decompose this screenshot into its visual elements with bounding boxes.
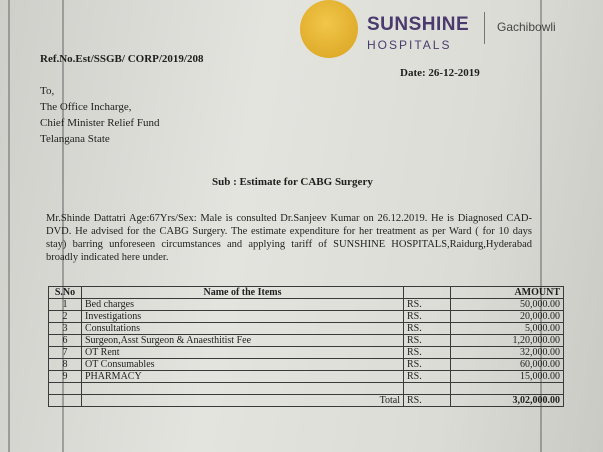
row-item-name: Surgeon,Asst Surgeon & Anaesthitist Fee bbox=[82, 335, 404, 347]
row-rs: RS. bbox=[404, 347, 451, 359]
address-to: To, bbox=[40, 85, 55, 97]
table-row bbox=[49, 383, 564, 395]
table-row bbox=[49, 299, 564, 311]
address-line-2: Chief Minister Relief Fund bbox=[40, 117, 160, 129]
header-sno: S.No bbox=[49, 287, 82, 299]
row-item-name: OT Consumables bbox=[82, 359, 404, 371]
brand-name: SUNSHINE bbox=[367, 14, 470, 35]
row-sno: 1 bbox=[49, 299, 82, 311]
header-name: Name of the Items bbox=[82, 287, 404, 299]
row-item-name: Investigations bbox=[82, 311, 404, 323]
letter-body: Mr.Shinde Dattatri Age:67Yrs/Sex: Male is consulted Dr.Sanjeev Kumar on 26.12.2019. He is Diagnosed CAD-DVD. He advised for the CABG Surgery. The estimate expenditure for her treatment as per Ward ( for 10 days stay) barring unforeseen circumstances and applying tariff of SUNSHINE HOSPITALS,Raidurg,Hyderabad broadly indicated here under. bbox=[46, 213, 532, 263]
row-rs: RS. bbox=[404, 371, 451, 383]
row-amount: 60,000.00 bbox=[451, 359, 564, 371]
table-row bbox=[49, 323, 564, 335]
row-rs: RS. bbox=[404, 359, 451, 371]
estimate-table bbox=[48, 286, 564, 407]
table-header-row bbox=[49, 287, 564, 299]
row-rs: RS. bbox=[404, 323, 451, 335]
header-amount: AMOUNT bbox=[451, 287, 564, 299]
brand-divider bbox=[484, 12, 485, 44]
row-sno: 8 bbox=[49, 359, 82, 371]
row-sno: 7 bbox=[49, 347, 82, 359]
total-label: Total bbox=[82, 395, 404, 407]
row-rs: RS. bbox=[404, 299, 451, 311]
total-row bbox=[49, 395, 564, 407]
branch-name: Gachibowli bbox=[497, 20, 556, 34]
total-amount: 3,02,000.00 bbox=[451, 395, 564, 407]
table-row bbox=[49, 335, 564, 347]
brand-subtitle: HOSPITALS bbox=[367, 38, 452, 52]
row-item-name: OT Rent bbox=[82, 347, 404, 359]
table-row bbox=[49, 371, 564, 383]
row-amount: 50,000.00 bbox=[451, 299, 564, 311]
row-rs: RS. bbox=[404, 311, 451, 323]
sun-logo-icon bbox=[300, 0, 358, 58]
row-item-name: Consultations bbox=[82, 323, 404, 335]
table-row bbox=[49, 347, 564, 359]
address-line-1: The Office Incharge, bbox=[40, 101, 132, 113]
header-rs bbox=[404, 287, 451, 299]
table-row bbox=[49, 311, 564, 323]
address-line-3: Telangana State bbox=[40, 133, 110, 145]
row-rs: RS. bbox=[404, 335, 451, 347]
row-amount: 32,000.00 bbox=[451, 347, 564, 359]
reference-number: Ref.No.Est/SSGB/ CORP/2019/208 bbox=[40, 53, 204, 65]
row-sno: 9 bbox=[49, 371, 82, 383]
row-amount: 15,000.00 bbox=[451, 371, 564, 383]
row-sno: 3 bbox=[49, 323, 82, 335]
total-rs: RS. bbox=[404, 395, 451, 407]
page-fold-line bbox=[8, 0, 10, 452]
row-amount: 5,000.00 bbox=[451, 323, 564, 335]
subject-line: Sub : Estimate for CABG Surgery bbox=[212, 176, 373, 188]
row-amount: 1,20,000.00 bbox=[451, 335, 564, 347]
row-item-name: PHARMACY bbox=[82, 371, 404, 383]
table-row bbox=[49, 359, 564, 371]
row-item-name: Bed charges bbox=[82, 299, 404, 311]
row-sno: 2 bbox=[49, 311, 82, 323]
row-sno: 6 bbox=[49, 335, 82, 347]
letter-date: Date: 26-12-2019 bbox=[400, 67, 480, 79]
row-amount: 20,000.00 bbox=[451, 311, 564, 323]
